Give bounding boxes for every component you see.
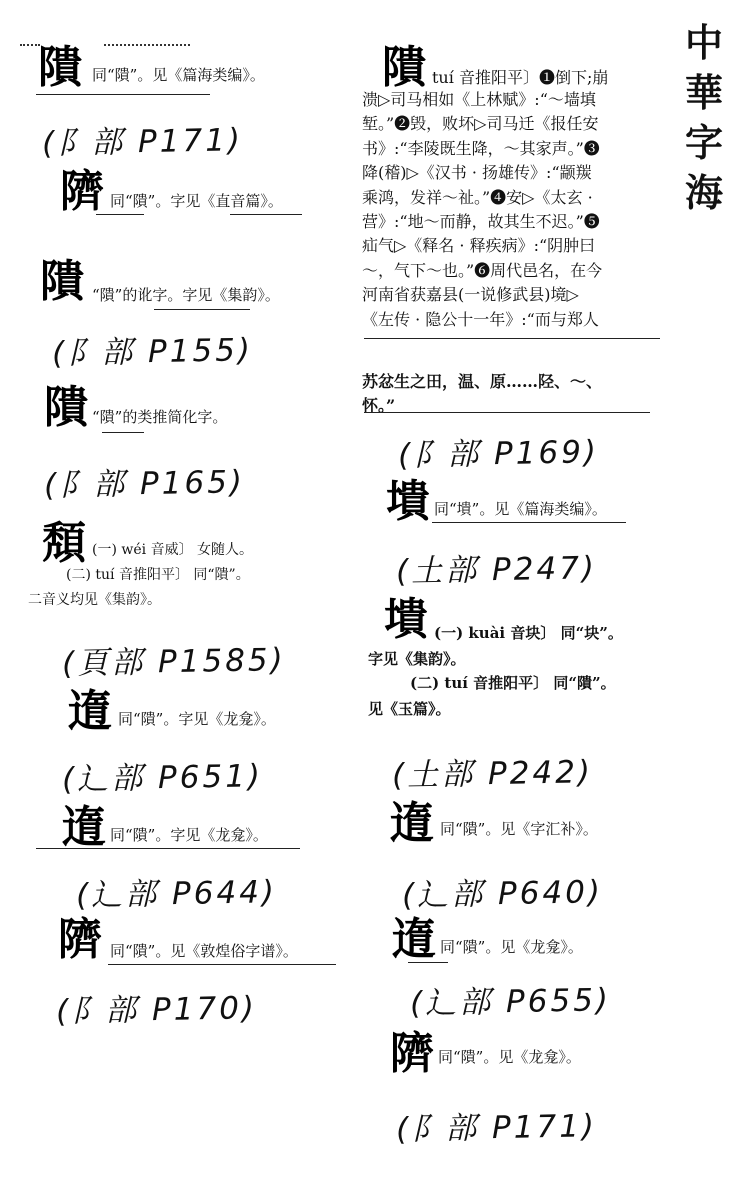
underline [96,214,144,215]
headword-char: 遀 [68,686,112,737]
entry-definition: 同“隤”。字见《直音篇》。 [110,192,283,210]
underline [102,432,144,433]
headword-char: 墤 [384,594,428,645]
entry-body-line: 苏忿生之田，温、原……陉、～、 [362,372,603,391]
underline [364,338,660,339]
entry-definition: 同“墤”。见《篇海类编》。 [434,500,607,518]
entry-body-line: 疝气▷《释名 · 释疾病》:“阴肿曰 [362,236,596,256]
headword-char: 遀 [392,914,436,965]
entry-definition: “隤”的讹字。字见《集韵》。 [92,286,280,304]
entry-body-line: 溃▷司马相如《上林赋》:“～墙填 [362,90,596,109]
entry-definition: 同“隤”。见《龙龛》。 [440,938,583,956]
handwritten-note: (土部 P242) [391,754,594,794]
headword-char: 隤 [382,42,426,93]
title-char: 中 [684,20,723,65]
underline [432,522,626,523]
underline [36,94,210,95]
entry-definition: 同“隤”。字见《龙龛》。 [118,710,276,728]
entry-body-line: 怀。” [362,396,396,416]
entry-body-line: 河南省获嘉县(一说修武县)境▷ [362,285,579,305]
headword-char: 隮 [60,166,104,217]
headword-char: 隤 [38,42,82,93]
handwritten-note: (辶部 P655) [409,982,612,1022]
entry-definition-line: (二) tuí 音推阳平〕 同“隤”。 [66,567,250,583]
handwritten-note: (土部 P247) [395,550,598,590]
entry-definition: 同“隤”。见《龙龛》。 [438,1048,581,1066]
handwritten-note: (阝部 P169) [397,434,600,474]
underline [108,964,336,965]
entry-body-line: 乘鸿，发祥～祉。”❹安▷《太玄 · [362,187,593,207]
handwritten-note: (阝部 P155) [51,332,254,372]
handwritten-note: (阝部 P171) [395,1108,598,1148]
handwritten-note: (辶部 P640) [401,874,604,914]
headword-char: 隮 [390,1028,434,1079]
underline [364,412,650,413]
entry-definition-line: (二) tuí 音推阳平〕 同“隤”。 [410,674,616,692]
headword-char: 墤 [386,476,430,527]
book-title [682,18,726,218]
handwritten-note: (辶部 P651) [61,758,264,798]
headword-char: 隤 [44,382,88,433]
headword-char: 隤 [40,256,84,307]
entry-definition: 同“隤”。见《字汇补》。 [440,820,598,838]
entry-definition: “隤”的类推简化字。 [92,408,228,426]
entry-body [362,88,662,332]
handwritten-note: (辶部 P644) [75,874,278,914]
entry-body-line: 书》:“李陵既生降，～其家声。”❸ [362,138,600,158]
entry-definition: 同“隤”。见《篇海类编》。 [92,66,265,84]
entry-definition-line: 字见《集韵》。 [368,650,466,668]
entry-lead: tuí 音推阳平〕❶倒下;崩 [432,68,609,87]
entry-body-line: 《左传 · 隐公十一年》:“而与郑人 [362,309,599,329]
underline [408,962,448,963]
entry-definition-line: (一) kuài 音块〕 同“块”。 [434,624,623,642]
entry-definition: 同“隤”。字见《龙龛》。 [110,826,268,844]
headword-char: 頽 [42,518,86,569]
underline [154,309,250,310]
handwritten-note: (頁部 P1585) [61,642,286,682]
underline [230,214,302,215]
underline [36,848,300,849]
title-char: 海 [684,170,723,215]
scan-artifact-top-left [20,44,40,46]
entry-definition-line: (一) wéi 音威〕 女随人。 [92,542,254,558]
handwritten-note: (阝部 P170) [55,990,258,1030]
scan-artifact-top-mid [104,44,190,46]
headword-char: 隮 [58,914,102,965]
title-char: 字 [684,120,723,165]
entry-body-line: 降(稽)▷《汉书 · 扬雄传》:“颛羰 [362,163,592,183]
entry-definition-line: 二音义均见《集韵》。 [28,592,161,608]
handwritten-note: (阝部 P171) [41,122,244,162]
headword-char: 遀 [390,798,434,849]
title-char: 華 [684,70,723,115]
headword-char: 遀 [62,802,106,853]
handwritten-note: (阝部 P165) [43,464,246,504]
entry-body-line: 营》:“地～而静，故其生不迟。”❺ [362,212,600,232]
entry-definition: 同“隤”。见《敦煌俗字谱》。 [110,942,298,960]
entry-body-line: ～，气下～也。”❻周代邑名，在今 [362,260,603,280]
entry-definition-line: 见《玉篇》。 [368,700,451,718]
entry-body-line: 堑。”❷毁，败坏▷司马迁《报任安 [362,114,599,134]
